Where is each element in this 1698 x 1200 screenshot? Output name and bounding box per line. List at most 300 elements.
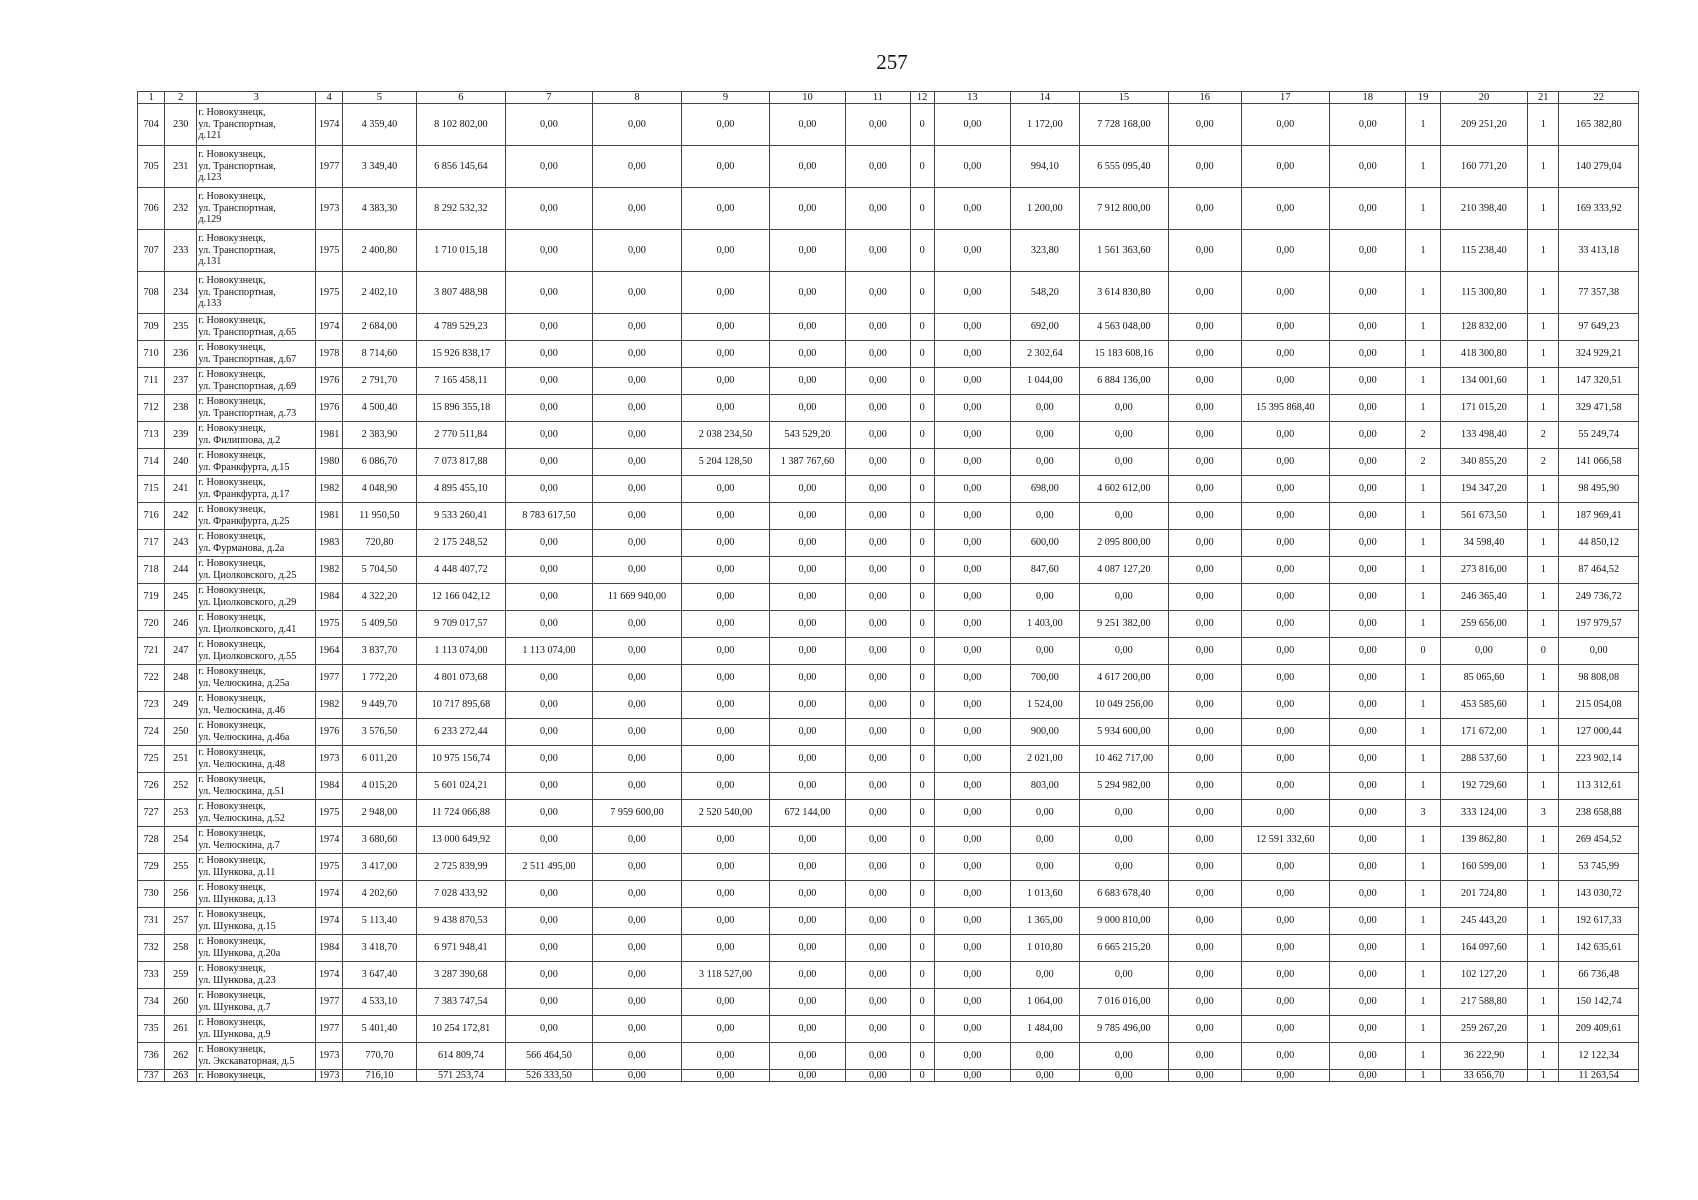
- table-cell: 0: [910, 827, 934, 854]
- table-cell: 0,00: [846, 584, 910, 611]
- table-cell: 0,00: [1079, 962, 1169, 989]
- table-cell: 0,00: [1241, 104, 1330, 146]
- table-row: [138, 1070, 1639, 1082]
- table-cell: 0,00: [769, 395, 845, 422]
- table-cell: 230: [165, 104, 197, 146]
- table-cell: 0,00: [846, 800, 910, 827]
- table-cell: 10 462 717,00: [1079, 746, 1169, 773]
- table-cell: 0,00: [592, 989, 682, 1016]
- table-cell: 0,00: [1079, 395, 1169, 422]
- table-cell: 1 113 074,00: [506, 638, 593, 665]
- table-cell: 263: [165, 1070, 197, 1082]
- table-cell: 36 222,90: [1440, 1043, 1528, 1070]
- table-cell: 0,00: [1169, 395, 1241, 422]
- table-cell: 0,00: [769, 935, 845, 962]
- table-cell: 0: [910, 422, 934, 449]
- table-cell: 0: [910, 368, 934, 395]
- address-cell: г. Новокузнецк, ул. Франкфурта, д.25: [197, 503, 316, 530]
- table-cell: 0,00: [1169, 611, 1241, 638]
- table-cell: 254: [165, 827, 197, 854]
- table-cell: 716,10: [343, 1070, 416, 1082]
- table-cell: 0: [910, 854, 934, 881]
- table-cell: 0,00: [682, 1043, 770, 1070]
- table-cell: 115 238,40: [1440, 230, 1528, 272]
- table-cell: 0,00: [846, 314, 910, 341]
- table-cell: 2 402,10: [343, 272, 416, 314]
- table-cell: 0: [910, 584, 934, 611]
- table-cell: 706: [138, 188, 165, 230]
- table-cell: 729: [138, 854, 165, 881]
- table-cell: 0,00: [769, 476, 845, 503]
- table-row: [138, 146, 1639, 188]
- table-cell: 85 065,60: [1440, 665, 1528, 692]
- table-cell: 0,00: [1011, 449, 1079, 476]
- table-cell: 0,00: [592, 827, 682, 854]
- table-cell: 0: [910, 503, 934, 530]
- table-cell: 1: [1528, 773, 1559, 800]
- table-cell: 1: [1406, 665, 1440, 692]
- table-cell: 712: [138, 395, 165, 422]
- table-cell: 234: [165, 272, 197, 314]
- table-cell: 0,00: [846, 395, 910, 422]
- table-cell: 7 728 168,00: [1079, 104, 1169, 146]
- table-cell: 0,00: [769, 611, 845, 638]
- table-cell: 237: [165, 368, 197, 395]
- table-cell: 143 030,72: [1559, 881, 1639, 908]
- table-cell: 1: [1528, 908, 1559, 935]
- table-cell: 4 322,20: [343, 584, 416, 611]
- table-cell: 0,00: [769, 557, 845, 584]
- table-cell: 0,00: [846, 719, 910, 746]
- column-header: 3: [197, 92, 316, 104]
- table-cell: 5 601 024,21: [416, 773, 506, 800]
- table-cell: 0,00: [1330, 230, 1406, 272]
- column-header: 20: [1440, 92, 1528, 104]
- table-cell: 0,00: [1330, 395, 1406, 422]
- table-cell: 1976: [316, 368, 343, 395]
- table-cell: 0,00: [1079, 584, 1169, 611]
- table-row: [138, 908, 1639, 935]
- table-cell: 241: [165, 476, 197, 503]
- table-cell: 147 320,51: [1559, 368, 1639, 395]
- table-cell: 0: [910, 272, 934, 314]
- table-cell: 1: [1528, 665, 1559, 692]
- table-cell: 0,00: [592, 368, 682, 395]
- table-cell: 847,60: [1011, 557, 1079, 584]
- table-cell: 98 808,08: [1559, 665, 1639, 692]
- table-cell: 994,10: [1011, 146, 1079, 188]
- table-cell: 0,00: [769, 962, 845, 989]
- table-cell: 4 015,20: [343, 773, 416, 800]
- table-cell: 0,00: [1241, 476, 1330, 503]
- table-cell: 0,00: [506, 1016, 593, 1043]
- table-cell: 0,00: [506, 146, 593, 188]
- table-cell: 1: [1528, 104, 1559, 146]
- table-cell: 258: [165, 935, 197, 962]
- table-cell: 0,00: [934, 272, 1010, 314]
- table-cell: 0,00: [1169, 530, 1241, 557]
- table-cell: 720,80: [343, 530, 416, 557]
- table-row: [138, 962, 1639, 989]
- table-cell: 140 279,04: [1559, 146, 1639, 188]
- table-cell: 0,00: [1169, 584, 1241, 611]
- table-cell: 4 383,30: [343, 188, 416, 230]
- table-cell: 209 251,20: [1440, 104, 1528, 146]
- table-cell: 1: [1528, 746, 1559, 773]
- table-cell: 261: [165, 1016, 197, 1043]
- table-cell: 713: [138, 422, 165, 449]
- table-cell: 53 745,99: [1559, 854, 1639, 881]
- table-cell: 1: [1528, 1070, 1559, 1082]
- table-cell: 7 383 747,54: [416, 989, 506, 1016]
- table-cell: 0,00: [769, 530, 845, 557]
- table-cell: 15 183 608,16: [1079, 341, 1169, 368]
- table-row: [138, 422, 1639, 449]
- table-cell: 453 585,60: [1440, 692, 1528, 719]
- table-cell: 0,00: [769, 104, 845, 146]
- table-cell: 10 717 895,68: [416, 692, 506, 719]
- table-cell: 1: [1406, 314, 1440, 341]
- table-cell: 1: [1528, 341, 1559, 368]
- table-cell: 1 387 767,60: [769, 449, 845, 476]
- table-cell: 0,00: [934, 854, 1010, 881]
- table-cell: 1: [1406, 989, 1440, 1016]
- table-row: [138, 188, 1639, 230]
- table-cell: 0,00: [846, 557, 910, 584]
- table-cell: 0,00: [846, 773, 910, 800]
- table-row: [138, 584, 1639, 611]
- table-cell: 1973: [316, 1070, 343, 1082]
- table-cell: 0,00: [506, 341, 593, 368]
- table-cell: 0,00: [682, 146, 770, 188]
- address-cell: г. Новокузнецк, ул. Челюскина, д.46а: [197, 719, 316, 746]
- table-cell: 0,00: [682, 584, 770, 611]
- table-cell: 0,00: [934, 395, 1010, 422]
- table-cell: 1: [1406, 827, 1440, 854]
- table-cell: 0,00: [769, 773, 845, 800]
- table-cell: 0: [910, 230, 934, 272]
- table-cell: 1982: [316, 476, 343, 503]
- table-cell: 0,00: [1241, 146, 1330, 188]
- table-cell: 0,00: [592, 881, 682, 908]
- table-cell: 8 783 617,50: [506, 503, 593, 530]
- table-cell: 0,00: [1330, 272, 1406, 314]
- column-header: 15: [1079, 92, 1169, 104]
- table-cell: 12 166 042,12: [416, 584, 506, 611]
- table-cell: 0,00: [769, 881, 845, 908]
- table-cell: 0,00: [846, 422, 910, 449]
- table-cell: 0,00: [592, 230, 682, 272]
- table-cell: 6 665 215,20: [1079, 935, 1169, 962]
- table-cell: 0,00: [592, 773, 682, 800]
- table-cell: 0,00: [1241, 989, 1330, 1016]
- table-cell: 0,00: [506, 476, 593, 503]
- table-cell: 1977: [316, 989, 343, 1016]
- table-cell: 0,00: [1330, 146, 1406, 188]
- table-cell: 259 267,20: [1440, 1016, 1528, 1043]
- table-cell: 0: [910, 800, 934, 827]
- table-cell: 0,00: [506, 611, 593, 638]
- table-cell: 0,00: [1169, 1070, 1241, 1082]
- table-cell: 246 365,40: [1440, 584, 1528, 611]
- table-cell: 0,00: [1330, 827, 1406, 854]
- table-cell: 704: [138, 104, 165, 146]
- table-cell: 730: [138, 881, 165, 908]
- table-cell: 1975: [316, 800, 343, 827]
- table-cell: 0,00: [1169, 989, 1241, 1016]
- table-cell: 0,00: [506, 230, 593, 272]
- table-cell: 698,00: [1011, 476, 1079, 503]
- table-cell: 2 021,00: [1011, 746, 1079, 773]
- address-cell: г. Новокузнецк, ул. Транспортная, д.131: [197, 230, 316, 272]
- table-cell: 0,00: [592, 962, 682, 989]
- table-cell: 0,00: [592, 611, 682, 638]
- table-cell: 34 598,40: [1440, 530, 1528, 557]
- table-cell: 2: [1528, 422, 1559, 449]
- table-cell: 55 249,74: [1559, 422, 1639, 449]
- table-cell: 0,00: [682, 827, 770, 854]
- table-cell: 102 127,20: [1440, 962, 1528, 989]
- table-cell: 197 979,57: [1559, 611, 1639, 638]
- table-cell: 15 926 838,17: [416, 341, 506, 368]
- table-cell: 238: [165, 395, 197, 422]
- table-cell: 0,00: [506, 395, 593, 422]
- table-cell: 0,00: [1241, 692, 1330, 719]
- table-cell: 8 102 802,00: [416, 104, 506, 146]
- table-cell: 708: [138, 272, 165, 314]
- table-cell: 9 438 870,53: [416, 908, 506, 935]
- table-cell: 1: [1528, 719, 1559, 746]
- table-cell: 0,00: [592, 341, 682, 368]
- table-row: [138, 989, 1639, 1016]
- table-cell: 0,00: [769, 1043, 845, 1070]
- table-cell: 0,00: [934, 557, 1010, 584]
- table-cell: 0: [910, 341, 934, 368]
- address-cell: г. Новокузнецк, ул. Циолковского, д.25: [197, 557, 316, 584]
- column-header: 21: [1528, 92, 1559, 104]
- table-cell: 0,00: [1559, 638, 1639, 665]
- table-cell: 0,00: [934, 908, 1010, 935]
- table-cell: 0,00: [846, 665, 910, 692]
- table-cell: 1 113 074,00: [416, 638, 506, 665]
- table-cell: 0,00: [769, 827, 845, 854]
- table-cell: 0,00: [1169, 104, 1241, 146]
- address-cell: г. Новокузнецк, ул. Фурманова, д.2а: [197, 530, 316, 557]
- table-cell: 0,00: [934, 1070, 1010, 1082]
- table-cell: 700,00: [1011, 665, 1079, 692]
- table-cell: 0,00: [682, 1016, 770, 1043]
- table-cell: 1: [1406, 503, 1440, 530]
- table-cell: 0,00: [1440, 638, 1528, 665]
- column-header: 12: [910, 92, 934, 104]
- table-cell: 3 287 390,68: [416, 962, 506, 989]
- table-cell: 4 202,60: [343, 881, 416, 908]
- table-cell: 0,00: [769, 230, 845, 272]
- table-cell: 0,00: [1079, 854, 1169, 881]
- table-cell: 97 649,23: [1559, 314, 1639, 341]
- table-cell: 217 588,80: [1440, 989, 1528, 1016]
- table-cell: 165 382,80: [1559, 104, 1639, 146]
- table-cell: 2 948,00: [343, 800, 416, 827]
- table-cell: 1 561 363,60: [1079, 230, 1169, 272]
- table-row: [138, 557, 1639, 584]
- table-cell: 3 418,70: [343, 935, 416, 962]
- table-row: [138, 476, 1639, 503]
- table-cell: 1: [1528, 530, 1559, 557]
- table-cell: 9 000 810,00: [1079, 908, 1169, 935]
- column-header: 9: [682, 92, 770, 104]
- table-cell: 11 669 940,00: [592, 584, 682, 611]
- table-cell: 0,00: [846, 692, 910, 719]
- address-cell: г. Новокузнецк, ул. Циолковского, д.55: [197, 638, 316, 665]
- table-cell: 0,00: [1241, 854, 1330, 881]
- table-cell: 0,00: [1241, 368, 1330, 395]
- table-cell: 1: [1406, 272, 1440, 314]
- table-cell: 0,00: [1241, 530, 1330, 557]
- table-cell: 716: [138, 503, 165, 530]
- table-cell: 6 856 145,64: [416, 146, 506, 188]
- table-cell: 7 016 016,00: [1079, 989, 1169, 1016]
- table-cell: 0,00: [506, 962, 593, 989]
- table-cell: 0,00: [1169, 908, 1241, 935]
- table-cell: 0,00: [506, 557, 593, 584]
- table-cell: 0,00: [1241, 881, 1330, 908]
- table-cell: 0,00: [592, 692, 682, 719]
- table-cell: 0: [910, 746, 934, 773]
- table-cell: 1: [1406, 773, 1440, 800]
- table-cell: 1974: [316, 827, 343, 854]
- table-cell: 0,00: [592, 503, 682, 530]
- table-cell: 0,00: [1169, 1016, 1241, 1043]
- table-cell: 0,00: [934, 476, 1010, 503]
- table-cell: 0,00: [682, 272, 770, 314]
- table-cell: 1976: [316, 395, 343, 422]
- column-header: 2: [165, 92, 197, 104]
- table-cell: 718: [138, 557, 165, 584]
- table-cell: 571 253,74: [416, 1070, 506, 1082]
- table-cell: 232: [165, 188, 197, 230]
- table-cell: 1975: [316, 611, 343, 638]
- table-cell: 0,00: [769, 368, 845, 395]
- table-cell: 1: [1528, 476, 1559, 503]
- table-cell: 0,00: [769, 584, 845, 611]
- table-cell: 273 816,00: [1440, 557, 1528, 584]
- table-cell: 256: [165, 881, 197, 908]
- table-cell: 1: [1406, 611, 1440, 638]
- table-cell: 323,80: [1011, 230, 1079, 272]
- table-cell: 0,00: [1241, 773, 1330, 800]
- table-cell: 0,00: [846, 1043, 910, 1070]
- table-cell: 0,00: [682, 773, 770, 800]
- table-cell: 0,00: [506, 989, 593, 1016]
- table-cell: 0,00: [592, 395, 682, 422]
- table-cell: 0,00: [1241, 1043, 1330, 1070]
- table-cell: 0,00: [1079, 1043, 1169, 1070]
- table-row: [138, 341, 1639, 368]
- table-cell: 1: [1528, 395, 1559, 422]
- table-cell: 0,00: [682, 719, 770, 746]
- table-cell: 171 672,00: [1440, 719, 1528, 746]
- table-cell: 0,00: [769, 188, 845, 230]
- table-cell: 0,00: [682, 665, 770, 692]
- table-cell: 7 912 800,00: [1079, 188, 1169, 230]
- table-cell: 0,00: [846, 908, 910, 935]
- table-cell: 8 714,60: [343, 341, 416, 368]
- address-cell: г. Новокузнецк, ул. Циолковского, д.29: [197, 584, 316, 611]
- table-cell: 0,00: [1241, 962, 1330, 989]
- table-cell: 1964: [316, 638, 343, 665]
- table-cell: 1: [1406, 692, 1440, 719]
- table-cell: 0,00: [846, 935, 910, 962]
- table-cell: 0,00: [1011, 638, 1079, 665]
- table-cell: 724: [138, 719, 165, 746]
- table-cell: 0,00: [1169, 146, 1241, 188]
- column-header: 17: [1241, 92, 1330, 104]
- table-cell: 1981: [316, 503, 343, 530]
- table-cell: 0,00: [1169, 800, 1241, 827]
- table-cell: 0,00: [934, 503, 1010, 530]
- table-cell: 0,00: [934, 665, 1010, 692]
- table-cell: 0,00: [682, 881, 770, 908]
- table-cell: 141 066,58: [1559, 449, 1639, 476]
- table-cell: 0,00: [934, 341, 1010, 368]
- table-cell: 3 680,60: [343, 827, 416, 854]
- table-cell: 0,00: [506, 827, 593, 854]
- table-cell: 3 417,00: [343, 854, 416, 881]
- table-cell: 0,00: [934, 638, 1010, 665]
- table-cell: 0: [910, 1016, 934, 1043]
- table-row: [138, 104, 1639, 146]
- address-cell: г. Новокузнецк, ул. Челюскина, д.48: [197, 746, 316, 773]
- table-cell: 1: [1528, 881, 1559, 908]
- table-cell: 1 064,00: [1011, 989, 1079, 1016]
- table-cell: 0,00: [682, 341, 770, 368]
- address-cell: г. Новокузнецк, ул. Транспортная, д.123: [197, 146, 316, 188]
- table-cell: 7 165 458,11: [416, 368, 506, 395]
- table-cell: 0,00: [682, 1070, 770, 1082]
- table-cell: 1974: [316, 314, 343, 341]
- table-cell: 1: [1406, 1043, 1440, 1070]
- table-row: [138, 368, 1639, 395]
- table-cell: 0,00: [1079, 449, 1169, 476]
- table-cell: 239: [165, 422, 197, 449]
- table-cell: 1: [1406, 935, 1440, 962]
- table-cell: 0,00: [1330, 962, 1406, 989]
- table-cell: 0: [910, 476, 934, 503]
- table-cell: 150 142,74: [1559, 989, 1639, 1016]
- table-cell: 10 049 256,00: [1079, 692, 1169, 719]
- table-cell: 717: [138, 530, 165, 557]
- table-cell: 0,00: [1169, 638, 1241, 665]
- table-cell: 260: [165, 989, 197, 1016]
- table-cell: 0,00: [1330, 800, 1406, 827]
- table-cell: 0,00: [1330, 449, 1406, 476]
- table-cell: 0,00: [934, 881, 1010, 908]
- table-cell: 0,00: [1241, 611, 1330, 638]
- table-cell: 0,00: [506, 272, 593, 314]
- table-cell: 0: [910, 692, 934, 719]
- table-cell: 719: [138, 584, 165, 611]
- table-cell: 1: [1528, 188, 1559, 230]
- table-cell: 0,00: [1169, 422, 1241, 449]
- table-cell: 248: [165, 665, 197, 692]
- table-cell: 731: [138, 908, 165, 935]
- table-cell: 0,00: [1330, 935, 1406, 962]
- table-cell: 252: [165, 773, 197, 800]
- table-cell: 0,00: [846, 962, 910, 989]
- table-cell: 0,00: [1169, 692, 1241, 719]
- table-cell: 0,00: [769, 503, 845, 530]
